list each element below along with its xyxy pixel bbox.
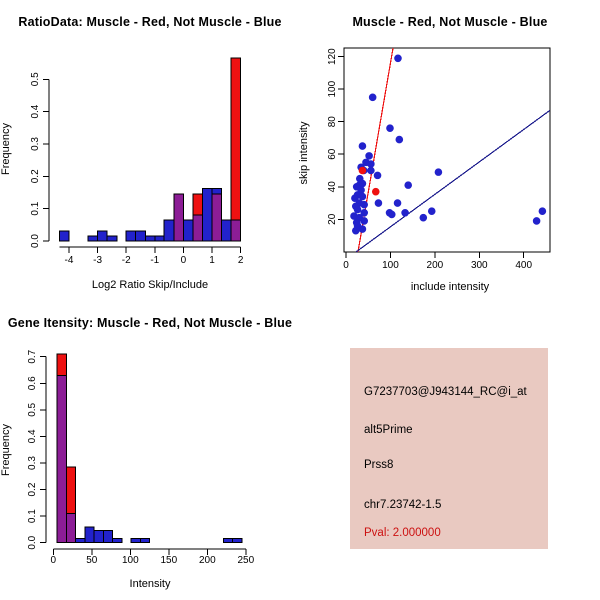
tick-label: 0.1 [30, 201, 41, 216]
scatter-xlabel: include intensity [410, 281, 490, 293]
histogram-bar-overlap [193, 215, 203, 241]
tick-label: 0.3 [27, 456, 38, 470]
histogram-bar-overlap [212, 194, 221, 241]
histogram-bar [60, 231, 69, 241]
histogram-bar [140, 539, 149, 543]
tick-label: 0.7 [27, 349, 38, 364]
tick-label: 1 [209, 255, 215, 266]
scatter-point-blue [394, 200, 401, 207]
tick-label: 250 [237, 555, 255, 566]
tick-label: -2 [121, 255, 131, 266]
histogram-bar [103, 531, 112, 543]
scatter-point-blue [368, 167, 375, 174]
tick-label: 0 [50, 555, 57, 566]
scatter-point-blue [361, 218, 368, 225]
scatter-point-blue [361, 201, 368, 208]
tick-label: 0 [343, 260, 349, 271]
tick-label: 0.5 [30, 72, 41, 87]
tick-label: 0.6 [27, 376, 38, 391]
scatter-point-blue [374, 172, 381, 179]
histogram-bar [231, 58, 240, 241]
scatter-point-blue [352, 227, 359, 234]
scatter-point-blue [396, 136, 403, 143]
tick-label: 40 [327, 181, 338, 193]
tick-label: 20 [327, 213, 338, 225]
scatter-point-blue [405, 182, 412, 189]
tick-label: 60 [327, 148, 338, 160]
histogram-bar [223, 539, 232, 543]
histogram-bar [155, 236, 164, 241]
tick-label: 0.4 [30, 104, 41, 119]
tick-label: 50 [86, 555, 98, 566]
tick-label: 100 [382, 260, 399, 271]
scatter-point-blue [375, 200, 382, 207]
tick-label: 0.2 [30, 169, 41, 184]
tick-label: 400 [515, 260, 533, 271]
splice-type-text: alt5Prime [364, 424, 413, 436]
scatter-point-blue [435, 169, 442, 176]
tick-label: 0.5 [27, 402, 38, 417]
scatter-point-blue [428, 208, 435, 215]
scatter-point-blue [359, 143, 366, 150]
probe-id-text: G7237703@J943144_RC@i_at [364, 386, 527, 398]
scatter-point-red [372, 188, 379, 195]
gene-name-text: Prss8 [364, 459, 394, 471]
scatter-point-blue [533, 218, 540, 225]
histogram-bar [145, 236, 154, 241]
scatter-point-blue [402, 209, 409, 216]
scatter-point-blue [387, 125, 394, 132]
tick-label: 150 [160, 555, 178, 566]
histogram-bar [113, 539, 122, 543]
gene-intensity-xlabel: Intensity [129, 578, 171, 590]
tick-label: 2 [237, 255, 244, 266]
gene-intensity-histogram-title: Gene Itensity: Muscle - Red, Not Muscle - Blue [7, 316, 293, 330]
ratio-histogram-plot [0, 0, 300, 300]
histogram-bar [107, 236, 117, 241]
tick-label: -1 [150, 255, 160, 266]
tick-label: 120 [327, 48, 338, 66]
histogram-bar [88, 236, 97, 241]
histogram-bar [183, 220, 192, 241]
ratio-histogram-ylabel: Frequency [0, 123, 12, 175]
histogram-bar [174, 194, 183, 241]
pval-text: Pval: 2.000000 [364, 527, 441, 539]
scatter-point-blue [420, 214, 427, 221]
tick-label: 0.4 [27, 429, 38, 444]
tick-label: 200 [426, 260, 444, 271]
fit-line-navy [356, 110, 550, 251]
ratio-histogram-xlabel: Log2 Ratio Skip/Include [91, 279, 209, 291]
tick-label: 0.0 [30, 234, 41, 248]
tick-label: 0.1 [27, 509, 38, 524]
tick-label: 0 [180, 255, 187, 266]
tick-label: 100 [327, 80, 338, 98]
tick-label: 200 [198, 555, 216, 566]
histogram-bar [98, 231, 107, 241]
scatter-point-blue [368, 161, 375, 168]
histogram-bar [131, 539, 140, 543]
intensity-scatter-plot [300, 0, 600, 300]
scatter-point-blue [359, 226, 366, 233]
locus-text: chr7.23742-1.5 [364, 499, 442, 511]
histogram-bar [126, 231, 135, 241]
gene-info-panel [350, 348, 548, 549]
scatter-point-blue [388, 211, 395, 218]
histogram-bar [233, 539, 242, 543]
histogram-bar [94, 531, 103, 543]
scatter-point-blue [359, 193, 366, 200]
histogram-bar [164, 220, 174, 241]
tick-label: -4 [64, 255, 74, 266]
scatter-point-red [359, 167, 366, 174]
scatter-point-blue [539, 208, 546, 215]
tick-label: -3 [93, 255, 103, 266]
tick-label: 80 [327, 116, 338, 128]
scatter-point-blue [354, 206, 361, 213]
histogram-bar [76, 539, 85, 543]
tick-label: 0.2 [27, 482, 38, 497]
histogram-bar-overlap [57, 375, 66, 542]
histogram-bar [136, 231, 146, 241]
ratio-histogram-title: RatioData: Muscle - Red, Not Muscle - Blue [18, 15, 282, 29]
gene-intensity-histogram-plot [0, 300, 300, 600]
histogram-bar [85, 527, 94, 543]
gene-intensity-ylabel: Frequency [0, 424, 12, 476]
histogram-bar-overlap [66, 513, 75, 542]
scatter-point-blue [366, 153, 373, 160]
scatter-title: Muscle - Red, Not Muscle - Blue [352, 15, 548, 29]
tick-label: 0.0 [27, 535, 38, 550]
histogram-bar-overlap [231, 220, 240, 241]
tick-label: 300 [470, 260, 488, 271]
scatter-ylabel: skip intensity [298, 121, 310, 185]
tick-label: 100 [121, 555, 139, 566]
scatter-point-blue [369, 94, 376, 101]
tick-label: 0.3 [30, 136, 41, 151]
histogram-bar [221, 220, 231, 241]
histogram-bar [203, 188, 212, 241]
scatter-point-blue [395, 55, 402, 62]
